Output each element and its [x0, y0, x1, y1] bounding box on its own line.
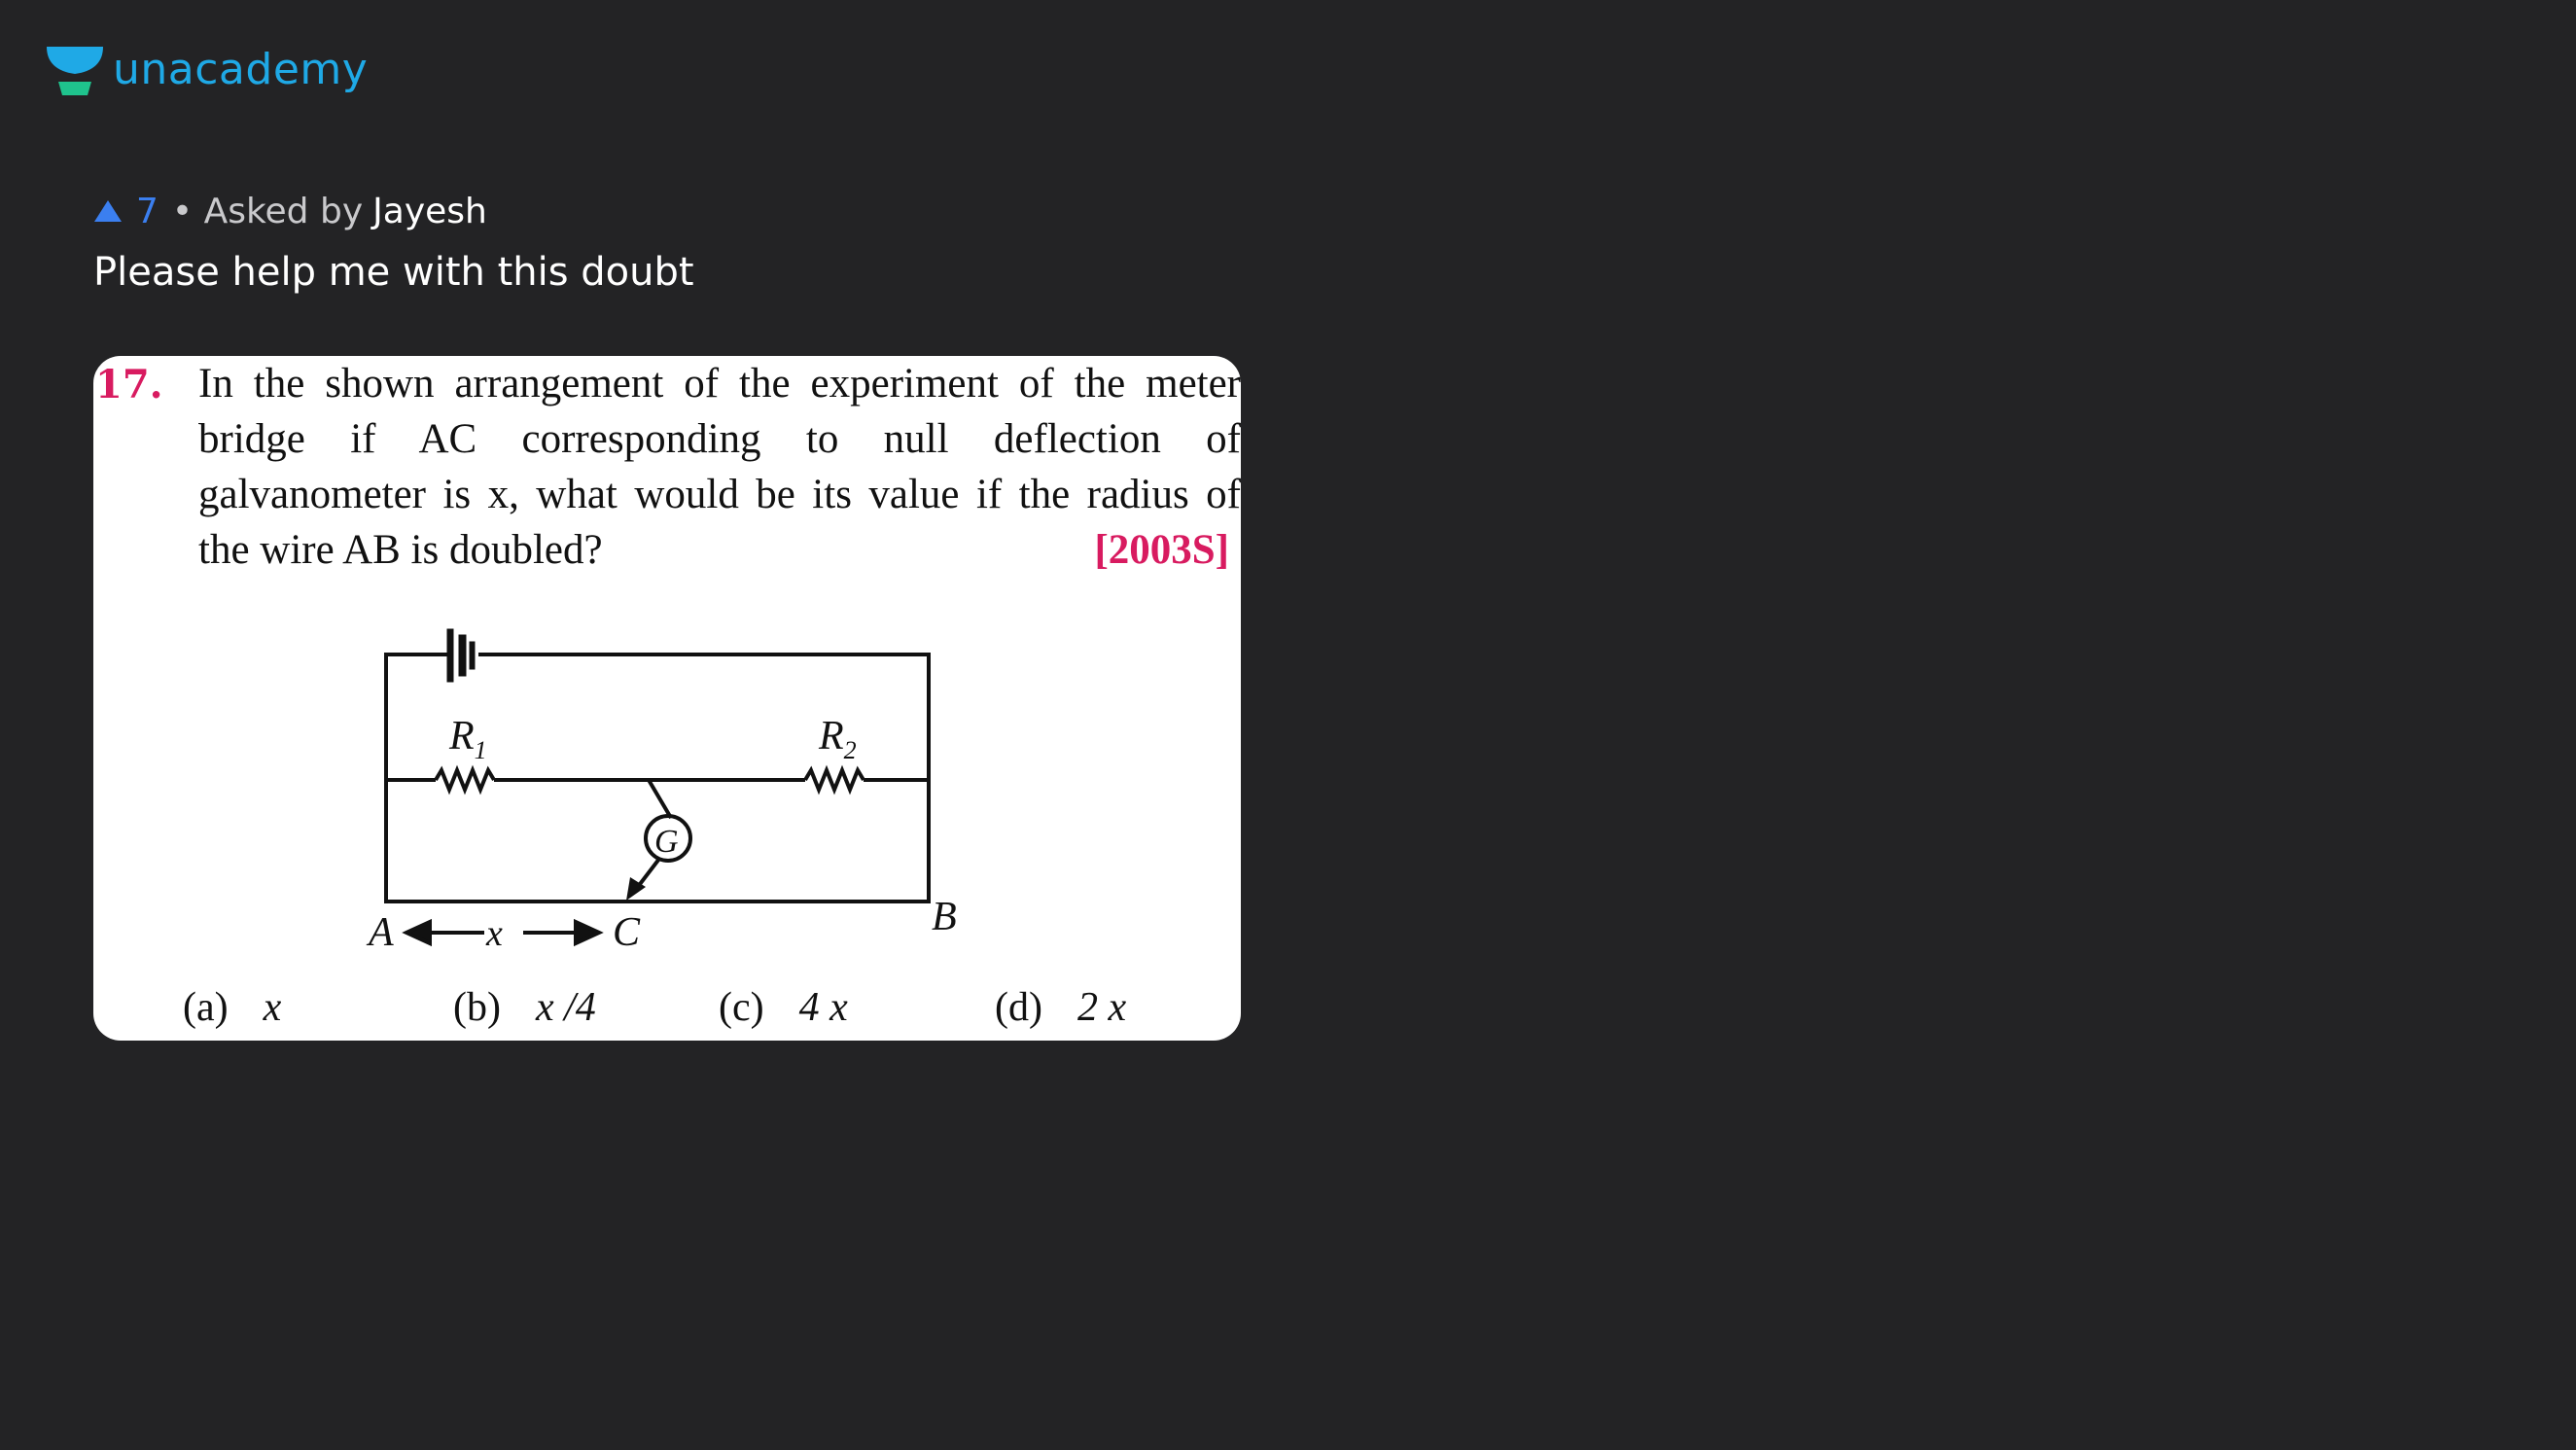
resistor-r2: [805, 770, 864, 790]
galvanometer-upper-lead: [649, 780, 671, 818]
upvote-triangle-icon[interactable]: [93, 198, 123, 224]
question-line: the wire AB is doubled?: [198, 527, 603, 573]
question-line: bridge if AC corresponding to null deflection of: [198, 416, 1241, 462]
unacademy-logo[interactable]: [45, 43, 368, 97]
author-name[interactable]: Jayesh: [372, 191, 487, 231]
option-b: [453, 984, 596, 1031]
question-year-tag: [2003S]: [1094, 527, 1229, 573]
option-label: (d): [995, 985, 1042, 1030]
option-value: x /4: [535, 985, 596, 1030]
option-value: x: [263, 985, 282, 1030]
option-c: [719, 984, 848, 1031]
option-d: [995, 984, 1126, 1031]
point-b-label: B: [932, 895, 957, 939]
question-number: 17.: [95, 362, 163, 407]
galvanometer-label: G: [654, 824, 679, 860]
doubt-meta: [93, 187, 487, 235]
question-line: In the shown arrangement of the experiment of the meter: [198, 361, 1241, 407]
option-label: (a): [183, 985, 229, 1030]
r2-label: $R_2$: [819, 714, 857, 764]
doubt-attachment-image[interactable]: [93, 356, 1241, 1041]
option-label: (b): [453, 985, 501, 1030]
r1-label: $R_1$: [449, 714, 487, 764]
meter-bridge-circuit: [93, 356, 1241, 1041]
resistor-r1: [436, 770, 494, 790]
battery-icon: [447, 629, 475, 682]
doubt-text: Please help me with this doubt: [93, 250, 694, 295]
option-a: [183, 984, 281, 1031]
point-a-label: A: [369, 910, 394, 955]
length-x-label: x: [486, 913, 503, 954]
answer-options: [93, 984, 1241, 1033]
asked-by-label: • Asked by: [171, 191, 364, 231]
brand-name: unacademy: [113, 45, 369, 94]
point-c-label: C: [613, 910, 641, 955]
question-line: galvanometer is x, what would be its value if the radius of: [198, 472, 1241, 517]
option-value: 2 x: [1076, 985, 1127, 1030]
unacademy-logo-icon: [45, 43, 105, 97]
option-label: (c): [719, 985, 764, 1030]
upvote-count: 7: [136, 191, 159, 231]
option-value: 4 x: [798, 985, 848, 1030]
